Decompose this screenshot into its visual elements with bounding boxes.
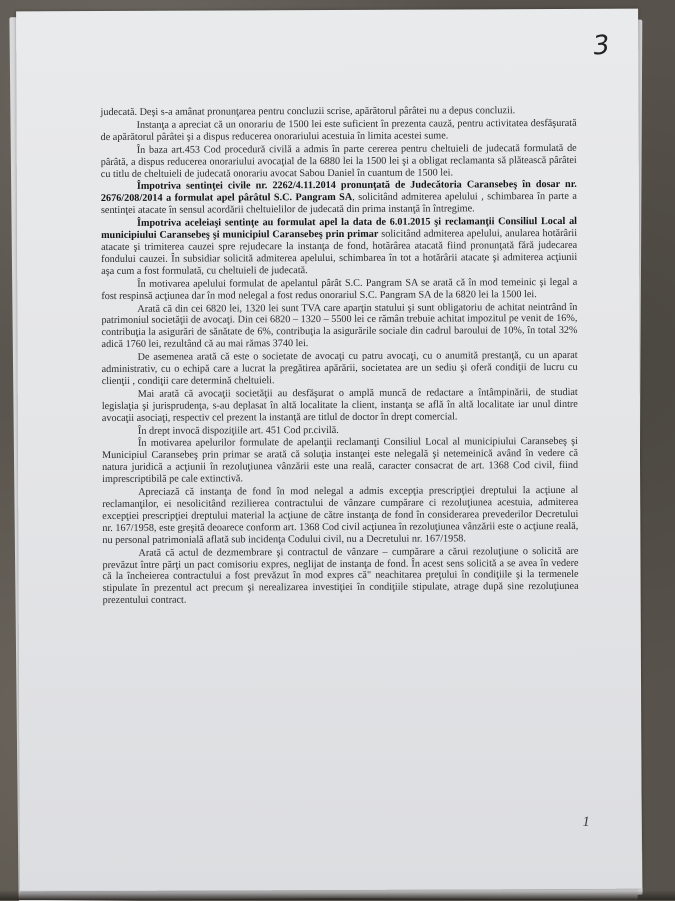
paragraph-text: Arată că actul de dezmembrare şi contractul de vânzare – cumpărare a cărui rezoluţiune o solicită are prevăzut între părţi un pact comisoriu expres, neglijat de instanţa de fond. În acest sens solicită a se avea în vedere că la încheierea contractului a fost prevăzut în mod expres că" neachitarea preţului în condiţiile şi la termenele stipulate în prezentul act precum şi nerealizarea investiţiei în condiţiile stipulate, atrage după sine rezoluţiunea prezentului contract. xyxy=(102,545,579,607)
paragraph-text: Arată că din cei 6820 lei, 1320 lei sunt TVA care aparţin statului şi sunt obligatoriu de achitat neintrând în patrimoniul societăţii de avocaţi. Din cei 6820 – 1320 – 5500 lei ce rămân trebuie achitat impozitul pe venit de 16%, contribuţia la asigurări de sănătate de 6%, contribuţia la asigurările sociale din cadrul baroului de 10%, în total 32% adică 1760 lei, rezultând că au mai rămas 3740 lei. xyxy=(101,301,578,351)
paragraph-text: judecată. Deşi s-a amânat pronunţarea pentru concluzii scrise, apărătorul pârâtei nu a depus concluzii. xyxy=(100,105,516,118)
paragraph xyxy=(102,350,578,388)
document-body xyxy=(101,105,579,608)
paragraph-text: Apreciază că instanţa de fond în mod nelegal a admis excepţia prescripţiei dreptului la acţiune al reclamanţilor, ei nesolicitând rezilierea contractului de vânzare cumpărare ci rezoluţiunea acestuia, admiterea excepţiei prescripţiei dreptului material la acţiune de către instanţa de fond în considerarea prevederilor Decretului nr. 167/1958, este greşită deoarece conform art. 1368 Cod civil acţiunea în rezoluţiunea vânzării este o acţiune reală, nu personal patrimonială aflată sub incidenţa Codului civil, nu a Decretului nr. 167/1958. xyxy=(102,485,579,546)
paragraph xyxy=(102,546,578,608)
table-edge-shadow xyxy=(0,890,675,900)
paragraph xyxy=(102,387,578,425)
paragraph-text: În drept invocă dispoziţiile art. 451 Cod pr.civilă. xyxy=(137,424,339,437)
paragraph-text: În baza art.453 Cod procedură civilă a admis în parte cererea pentru cheltuieli de judecată formulată de pârâtă, a dispus reducerea onorariului avocaţial de la 6880 lei la 1500 lei şi a obligat reclamanta să plătească pârâtei cu titlu de cheltuieli de judecată onorariu avocat Sabou Daniel în cuantum de 1500 lei. xyxy=(100,142,577,180)
paragraph xyxy=(101,301,577,351)
paragraph-text: În motivarea apelului formulat de apelantul pârât S.C. Pangram SA se arată că în mod temeinic şi legal a fost respinsă acţiunea dar în mod nelegal a fost redus onorariul S.C. Pangram SA de la 6820 lei la 1500 lei. xyxy=(101,276,578,302)
paragraph-text: Mai arată că avocaţii societăţii au desfăşurat o amplă muncă de redactare a întâmpinării, de studiat legislaţia şi jurisprudenţa, s-au deplasat în altă localitate la client, instanţa se află în altă localitate iar unul dintre avocaţii asociaţi, respectiv cel prezent la instanţă are titlul de doctor în drept comercial. xyxy=(101,386,578,424)
paragraph xyxy=(101,277,577,303)
paragraph-text: , solicitând admiterea apelului , schimbarea în parte a sentinţei atacate în sensul acordării cheltuielilor de judecată din prima instanţă în întregime. xyxy=(100,191,577,217)
paragraph xyxy=(101,179,577,217)
paragraph-text: De asemenea arată că este o societate de avocaţi cu patru avocaţi, cu o anumită prestanţă, cu un aparat administrativ, cu o echipă care a lucrat la pregătirea apărării, societatea are un sediu şi oferă condiţii de lucru cu clienţii , condiţii care determină cheltuieli. xyxy=(101,350,578,387)
paragraph-bold-text: Împotriva aceleiaşi sentinţe au formulat apel la data de 6.01.2015 şi reclamanţii Consiliul Local al municipiului Caransebeş şi municipiul Caransebeş prin primar xyxy=(101,216,578,242)
paragraph xyxy=(101,105,577,119)
document-page xyxy=(16,9,642,892)
paragraph xyxy=(102,436,578,486)
paragraph xyxy=(101,143,577,181)
paragraph-text: Instanţa a apreciat că un onorariu de 1500 lei este suficient în prezenta cauză, pentru activitatea desfăşurată de apărătorul pârâtei şi a dispus reducerea onorariului acestuia în limita acestei sume. xyxy=(100,117,577,143)
paragraph xyxy=(101,118,577,144)
paragraph-bold-text: Împotriva sentinţei civile nr. 2262/4.11.2014 pronunţată de Judecătoria Caransebeş în dosar nr. 2676/208/2014 a formulat apel pârâtul S.C. Pangram SA xyxy=(100,179,577,205)
paragraph xyxy=(101,216,577,278)
paragraph xyxy=(102,485,578,547)
page-mark: 1 xyxy=(582,814,590,830)
paragraph-text: În motivarea apelurilor formulate de apelanţii reclamanţi Consiliul Local al municipiului Caransebeş şi Municipiul Caransebeş prin primar se arată că soluţia instanţei este nelegală şi netemeinică având în vedere că natura juridică a acţiunii în rezoluţiunea vânzării este una reală, caracter consacrat de art. 1368 Cod civil, fiind imprescriptibilă pe cale extinctivă. xyxy=(101,436,579,486)
page-number: 3 xyxy=(592,29,612,62)
paragraph-text: solicitând admiterea apelului, anularea hotărârii atacate şi trimiterea cauzei spre rejudecare la instanţa de fond, hotărârea atacată fiind pronunţată fără judecarea fondului cauzei. În subsidiar solicită admiterea apelului, schimbarea în tot a hotărârii atacate şi admiterea acţiunii aşa cum a fost formulată, cu cheltuieli de judecată. xyxy=(101,227,578,277)
